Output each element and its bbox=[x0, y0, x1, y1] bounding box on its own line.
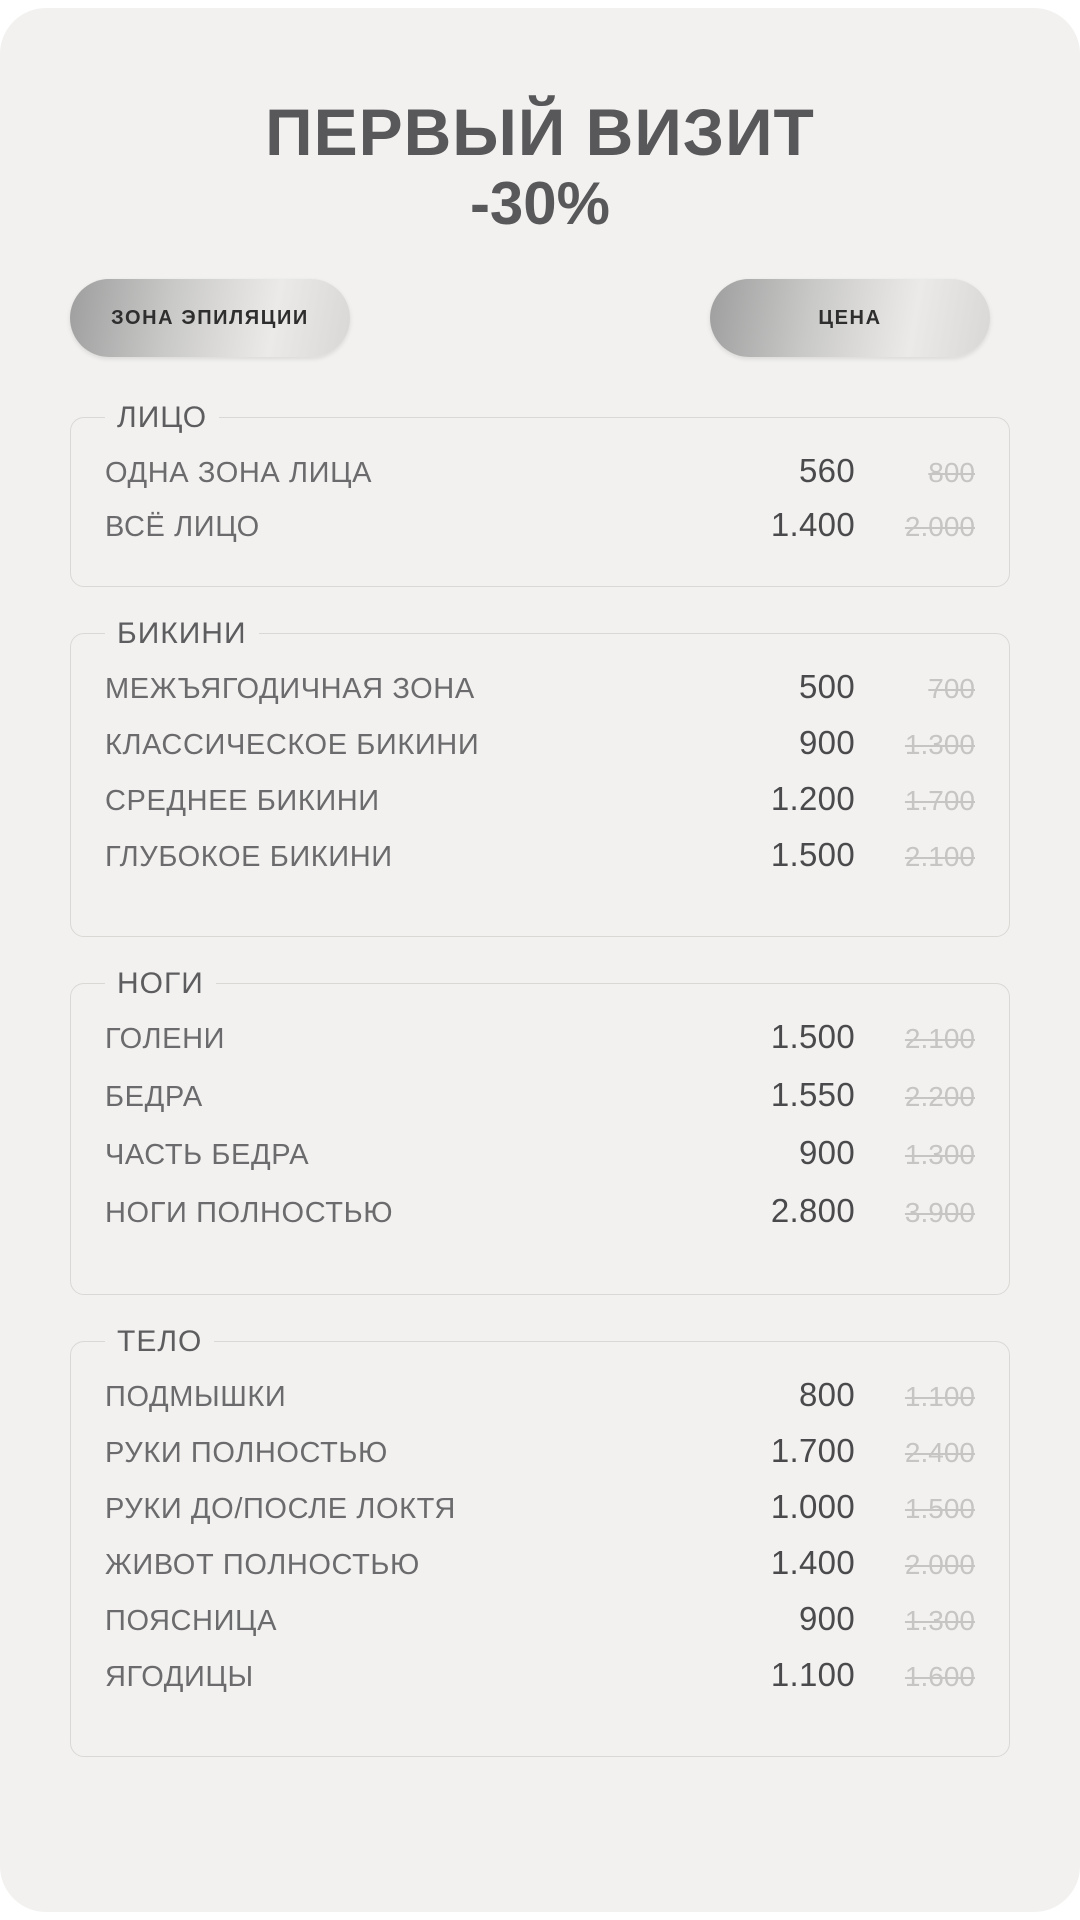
table-row bbox=[105, 1656, 975, 1712]
service-old-price: 2.000 bbox=[904, 1549, 975, 1581]
service-name: ЯГОДИЦЫ bbox=[105, 1661, 254, 1694]
service-old-price: 1.500 bbox=[904, 1493, 975, 1525]
group-label: НОГИ bbox=[105, 967, 216, 1001]
table-row bbox=[105, 836, 975, 892]
service-name: БЕДРА bbox=[105, 1081, 203, 1114]
service-old-price: 700 bbox=[928, 673, 975, 705]
column-header-zone bbox=[70, 279, 350, 357]
service-name: КЛАССИЧЕСКОЕ БИКИНИ bbox=[105, 729, 480, 762]
service-old-price: 2.000 bbox=[904, 511, 975, 543]
table-row bbox=[105, 1432, 975, 1488]
service-old-price: 2.100 bbox=[904, 1023, 975, 1055]
table-row bbox=[105, 506, 975, 560]
table-row bbox=[105, 1488, 975, 1544]
table-row bbox=[105, 1134, 975, 1192]
column-header-price-label: ЦЕНА bbox=[818, 306, 882, 329]
table-row bbox=[105, 1192, 975, 1250]
group-label: ТЕЛО bbox=[105, 1325, 214, 1359]
page-title bbox=[70, 8, 1010, 237]
table-row bbox=[105, 1076, 975, 1134]
table-row bbox=[105, 724, 975, 780]
title-line-2: -30% bbox=[469, 169, 611, 237]
group-rows bbox=[105, 668, 975, 892]
service-new-price: 560 bbox=[799, 452, 855, 490]
service-name: ВСЁ ЛИЦО bbox=[105, 511, 260, 544]
service-new-price: 1.200 bbox=[770, 780, 855, 818]
service-new-price: 900 bbox=[799, 724, 855, 762]
group-label: ЛИЦО bbox=[105, 401, 219, 435]
service-new-price: 1.500 bbox=[770, 1018, 855, 1056]
service-new-price: 1.400 bbox=[770, 1544, 855, 1582]
group-rows bbox=[105, 1376, 975, 1712]
service-old-price: 800 bbox=[928, 457, 975, 489]
group-rows bbox=[105, 1018, 975, 1250]
group-legs bbox=[70, 967, 1010, 1295]
table-row bbox=[105, 1018, 975, 1076]
title-line-1: ПЕРВЫЙ ВИЗИТ bbox=[265, 95, 815, 169]
service-new-price: 1.550 bbox=[770, 1076, 855, 1114]
service-old-price: 2.100 bbox=[904, 841, 975, 873]
service-name: ЖИВОТ ПОЛНОСТЬЮ bbox=[105, 1549, 420, 1582]
group-bikini bbox=[70, 617, 1010, 937]
table-row bbox=[105, 1544, 975, 1600]
service-name: СРЕДНЕЕ БИКИНИ bbox=[105, 785, 380, 818]
service-name: ОДНА ЗОНА ЛИЦА bbox=[105, 457, 373, 490]
table-row bbox=[105, 452, 975, 506]
group-rows bbox=[105, 452, 975, 560]
table-row bbox=[105, 1600, 975, 1656]
service-name: ПОДМЫШКИ bbox=[105, 1381, 287, 1414]
service-new-price: 1.500 bbox=[770, 836, 855, 874]
service-old-price: 1.300 bbox=[904, 1605, 975, 1637]
table-row bbox=[105, 668, 975, 724]
group-face bbox=[70, 401, 1010, 587]
column-headers bbox=[70, 279, 1010, 389]
table-row bbox=[105, 1376, 975, 1432]
service-old-price: 1.300 bbox=[904, 729, 975, 761]
service-old-price: 2.400 bbox=[904, 1437, 975, 1469]
service-name: РУКИ ПОЛНОСТЬЮ bbox=[105, 1437, 388, 1470]
service-old-price: 1.600 bbox=[904, 1661, 975, 1693]
service-new-price: 900 bbox=[799, 1134, 855, 1172]
service-old-price: 1.700 bbox=[904, 785, 975, 817]
service-name: ПОЯСНИЦА bbox=[105, 1605, 278, 1638]
service-old-price: 2.200 bbox=[904, 1081, 975, 1113]
service-old-price: 1.300 bbox=[904, 1139, 975, 1171]
service-new-price: 1.000 bbox=[770, 1488, 855, 1526]
table-row bbox=[105, 780, 975, 836]
price-card bbox=[0, 8, 1080, 1912]
service-name: НОГИ ПОЛНОСТЬЮ bbox=[105, 1197, 394, 1230]
group-body bbox=[70, 1325, 1010, 1757]
service-name: ГЛУБОКОЕ БИКИНИ bbox=[105, 841, 393, 874]
service-name: МЕЖЪЯГОДИЧНАЯ ЗОНА bbox=[105, 673, 475, 706]
service-new-price: 1.400 bbox=[770, 506, 855, 544]
service-old-price: 1.100 bbox=[904, 1381, 975, 1413]
service-old-price: 3.900 bbox=[904, 1197, 975, 1229]
service-new-price: 900 bbox=[799, 1600, 855, 1638]
service-new-price: 1.100 bbox=[770, 1656, 855, 1694]
service-new-price: 800 bbox=[799, 1376, 855, 1414]
service-new-price: 500 bbox=[799, 668, 855, 706]
service-name: РУКИ ДО/ПОСЛЕ ЛОКТЯ bbox=[105, 1493, 456, 1526]
column-header-zone-label: ЗОНА ЭПИЛЯЦИИ bbox=[111, 306, 309, 329]
service-new-price: 1.700 bbox=[770, 1432, 855, 1470]
column-header-price bbox=[710, 279, 990, 357]
service-name: ГОЛЕНИ bbox=[105, 1023, 226, 1056]
group-label: БИКИНИ bbox=[105, 617, 259, 651]
service-new-price: 2.800 bbox=[770, 1192, 855, 1230]
service-name: ЧАСТЬ БЕДРА bbox=[105, 1139, 310, 1172]
